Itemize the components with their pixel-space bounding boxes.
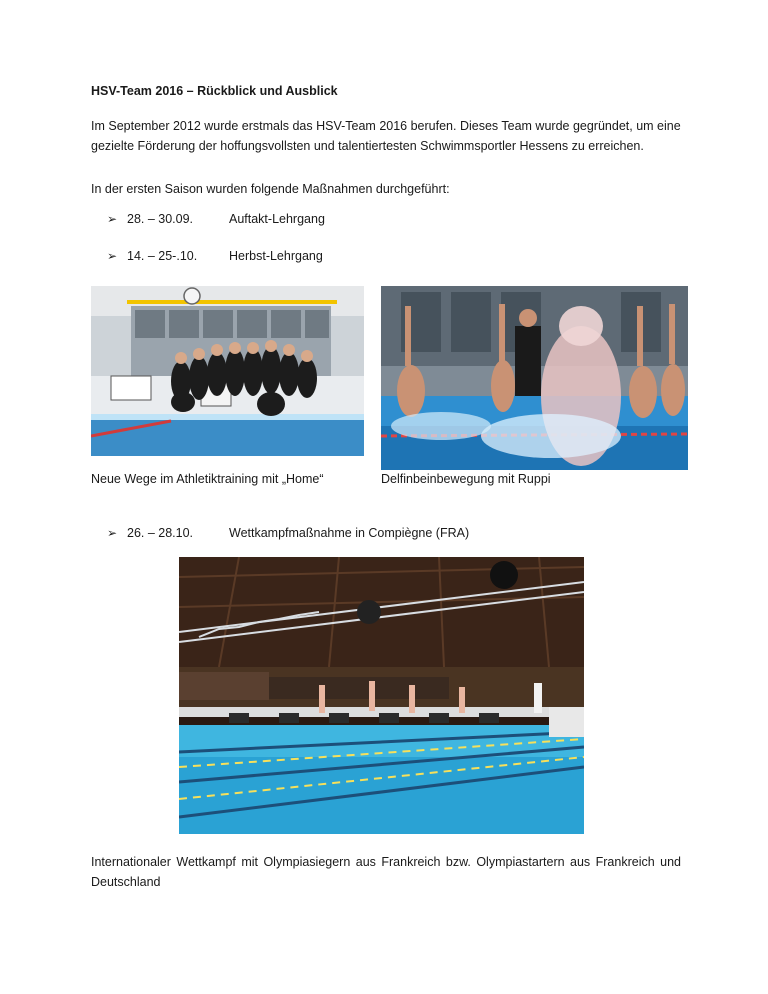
measures-intro: In der ersten Saison wurden folgende Maßnahmen durchgeführt: <box>91 182 450 196</box>
swimmers-photo <box>381 286 688 470</box>
photo-caption-long: Internationaler Wettkampf mit Olympiasiegern aus Frankreich bzw. Olympiastartern aus Frankreich und Deutschland <box>91 855 681 889</box>
bullet-text: Auftakt-Lehrgang <box>229 212 325 226</box>
photo-caption: Neue Wege im Athletiktraining mit „Home“ <box>91 472 324 486</box>
competition-pool-photo <box>179 557 584 834</box>
arrow-bullet-icon: ➢ <box>107 249 118 263</box>
arrow-bullet-icon: ➢ <box>107 526 118 540</box>
intro-paragraph: Im September 2012 wurde erstmals das HSV-Team 2016 berufen. Dieses Team wurde gegründet, um eine gezielte Förderung der hoffungsvollsten und talentiertesten Schwimmsportler Hessens zu erreichen. <box>91 119 681 153</box>
bullet-date: 26. – 28.10. <box>127 526 194 540</box>
bullet-item <box>107 247 323 265</box>
bullet-text: Herbst-Lehrgang <box>229 249 323 263</box>
bullet-item <box>107 210 325 228</box>
photo-caption: Delfinbeinbewegung mit Ruppi <box>381 472 551 486</box>
document-title: HSV-Team 2016 – Rückblick und Ausblick <box>91 84 338 98</box>
bullet-text: Wettkampfmaßnahme in Compiègne (FRA) <box>229 526 470 540</box>
team-photo <box>91 286 364 456</box>
bullet-date: 28. – 30.09. <box>127 212 194 226</box>
arrow-bullet-icon: ➢ <box>107 212 118 226</box>
bullet-item <box>107 524 469 542</box>
bullet-date: 14. – 25-.10. <box>127 249 198 263</box>
